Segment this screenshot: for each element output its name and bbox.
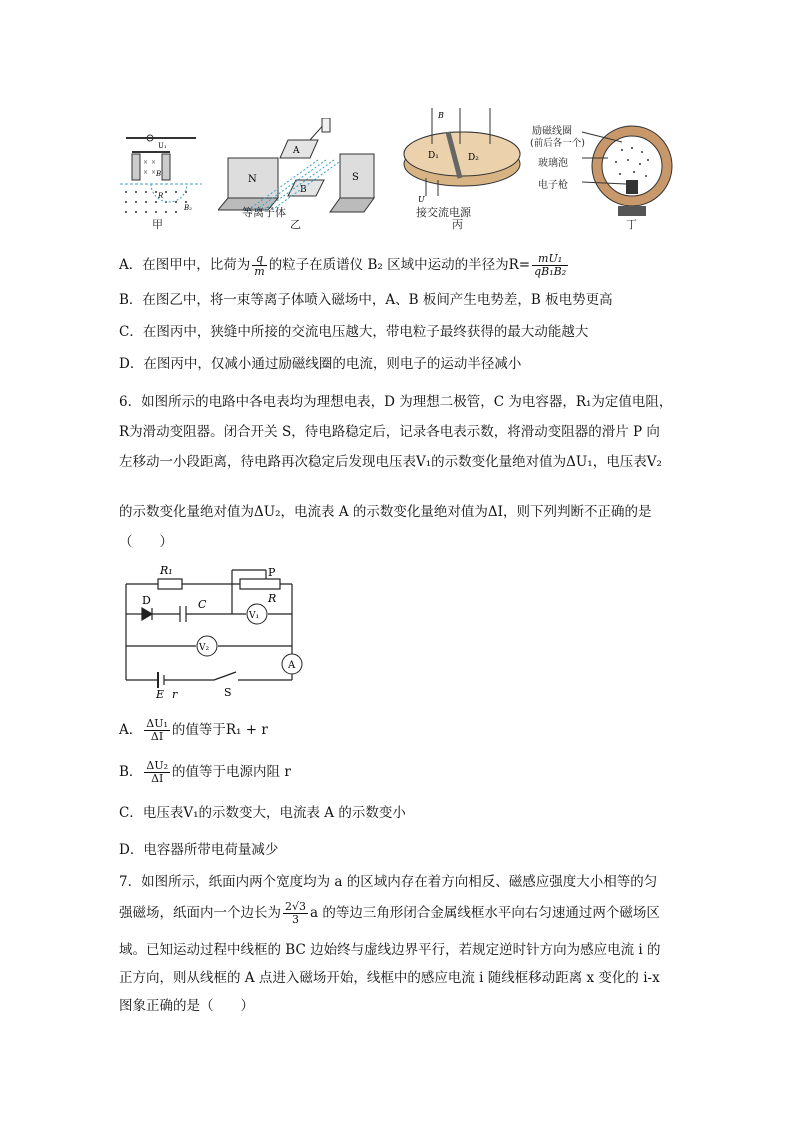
svg-text:A: A bbox=[288, 660, 296, 671]
svg-text:D: D bbox=[142, 594, 151, 607]
svg-text:U: U bbox=[418, 195, 425, 204]
svg-text:S: S bbox=[352, 172, 359, 183]
figure-bing bbox=[398, 108, 526, 230]
svg-text:×: × bbox=[151, 169, 157, 176]
svg-text:P: P bbox=[268, 566, 276, 579]
figure-bing-caption: 丙 bbox=[452, 218, 463, 231]
q7-stem-line1: 7．如图所示，纸面内两个宽度均为 a 的区域内存在着方向相反、磁感应强度大小相等的匀 bbox=[119, 874, 658, 890]
q7-stem-line4: 正方向，则从线框的 A 点进入磁场开始，线框中的感应电流 i 随线框移动距离 x 变化的 i-x bbox=[119, 970, 660, 986]
q6-option-b: B． $\frac{\text{ΔU₂}}{\Delta I}$ 的值等于电源内阻 r bbox=[119, 759, 291, 785]
q6-stem-line1: 6．如图所示的电路中各电表均为理想电表，D 为理想二极管，C 为电容器，R₁为定值电阻， bbox=[119, 394, 673, 410]
figure-jia-caption: 甲 bbox=[152, 218, 163, 231]
svg-text:D₁: D₁ bbox=[428, 151, 439, 161]
plasma-label: 等离子体 bbox=[242, 206, 286, 219]
side-length-fraction: $\frac{2√3}{3}$ bbox=[285, 900, 307, 926]
svg-text:D₂: D₂ bbox=[468, 153, 479, 163]
q6-circuit bbox=[118, 562, 308, 700]
svg-text:B: B bbox=[156, 170, 162, 178]
svg-text:R: R bbox=[158, 192, 164, 200]
ac-source-label: 接交流电源 bbox=[416, 206, 471, 219]
svg-text:N: N bbox=[248, 174, 257, 185]
svg-text:A: A bbox=[293, 146, 300, 156]
q7-stem-line3: 域。已知运动过程中线框的 BC 边始终与虚线边界平行，若规定逆时针方向为感应电流 i 的 bbox=[119, 942, 661, 958]
coil-label: 励磁线圈 bbox=[532, 126, 572, 137]
q6-option-a: A． $\frac{\text{ΔU₁}}{\Delta I}$ 的值等于R₁ + r bbox=[119, 717, 268, 743]
svg-text:E: E bbox=[156, 688, 165, 700]
q6-stem-line3: 左移动一小段距离，待电路再次稳定后发现电压表V₁的示数变化量绝对值为ΔU₁，电压表V₂ bbox=[119, 454, 662, 470]
svg-text:R₁: R₁ bbox=[160, 564, 173, 577]
mass-spectrometer-diagram bbox=[118, 130, 204, 230]
circuit-diagram bbox=[118, 562, 308, 700]
gun-label: 电子枪 bbox=[538, 180, 568, 191]
figure-yi-caption: 乙 bbox=[290, 218, 301, 231]
q6-option-d: D．电容器所带电荷量减少 bbox=[119, 842, 279, 858]
q7-stem-line5: 图象正确的是（ ） bbox=[119, 998, 254, 1014]
svg-text:S: S bbox=[224, 686, 232, 699]
coil-sublabel: (前后各一个) bbox=[530, 138, 585, 149]
svg-text:×: × bbox=[151, 159, 157, 166]
svg-text:C: C bbox=[198, 598, 207, 611]
q6-stem-line2: R为滑动变阻器。闭合开关 S，待电路稳定后，记录各电表示数，将滑动变阻器的滑片 P 向 bbox=[119, 424, 660, 440]
figure-ding-caption: 丁 bbox=[626, 218, 637, 231]
svg-text:U₁: U₁ bbox=[158, 142, 167, 150]
figure-yi bbox=[218, 118, 378, 230]
svg-text:B: B bbox=[438, 111, 444, 120]
q6-answer-paren: （ ） bbox=[119, 534, 173, 550]
charge-mass-fraction: $\frac{q}{m}$ bbox=[254, 252, 265, 278]
bulb-label: 玻璃泡 bbox=[538, 158, 568, 169]
q5-option-c: C．在图丙中，狭缝中所接的交流电压越大，带电粒子最终获得的最大动能越大 bbox=[119, 324, 589, 340]
svg-text:B: B bbox=[300, 185, 307, 195]
figure-ding bbox=[530, 118, 676, 231]
q5-option-a: A．在图甲中，比荷为 $\frac{q}{m}$ 的粒子在质谱仪 B₂ 区域中运动的半径为R= $\frac{\text{mU₁}}{\text{qB₁B₂}}$ bbox=[119, 252, 567, 278]
svg-text:×: × bbox=[143, 169, 149, 176]
q5-option-b: B．在图乙中，将一束等离子体喷入磁场中，A、B 板间产生电势差，B 板电势更高 bbox=[119, 292, 613, 308]
svg-text:r: r bbox=[172, 688, 178, 700]
q5-option-d: D．在图丙中，仅减小通过励磁线圈的电流，则电子的运动半径减小 bbox=[119, 356, 522, 372]
q7-stem-line2: 强磁场，纸面内一个边长为 $\frac{2√3}{3}$ a 的等边三角形闭合金属线框水平向右匀速通过两个磁场区 bbox=[119, 900, 660, 926]
svg-text:R: R bbox=[268, 592, 277, 605]
svg-text:V₂: V₂ bbox=[199, 643, 210, 653]
svg-text:B₂: B₂ bbox=[184, 204, 192, 212]
svg-text:×: × bbox=[143, 159, 149, 166]
du2-di-fraction: $\frac{\text{ΔU₂}}{\Delta I}$ bbox=[146, 759, 169, 785]
q6-option-c: C．电压表V₁的示数变大，电流表 A 的示数变小 bbox=[119, 805, 406, 821]
q6-stem-line4: 的示数变化量绝对值为ΔU₂，电流表 A 的示数变化量绝对值为ΔI，则下列判断不正确的是 bbox=[119, 504, 652, 520]
cyclotron-diagram bbox=[398, 108, 526, 208]
figure-jia bbox=[118, 130, 204, 230]
svg-text:V₁: V₁ bbox=[249, 611, 260, 621]
radius-fraction: $\frac{\text{mU₁}}{\text{qB₁B₂}}$ bbox=[534, 252, 567, 278]
du1-di-fraction: $\frac{\text{ΔU₁}}{\Delta I}$ bbox=[146, 717, 168, 743]
